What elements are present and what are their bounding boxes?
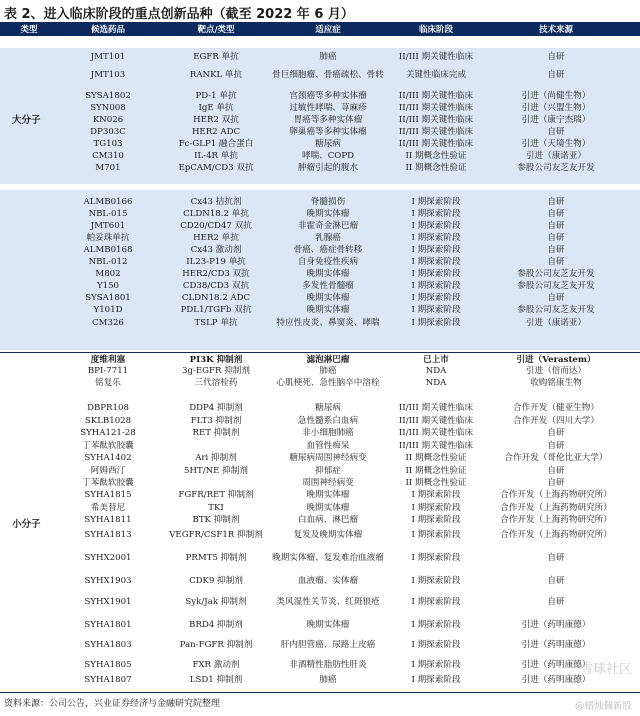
cell-source: 合作开发（哥伦比亚大学） — [504, 453, 608, 463]
cell-target: EGFR 单抗 — [193, 52, 239, 62]
cell-target: PI3K 抑制剂 — [189, 355, 243, 365]
cell-indication: 晚期实体瘤 — [306, 490, 350, 500]
cell-source: 引进（药明康德） — [521, 675, 591, 685]
cell-phase: I 期探索阶段 — [411, 197, 461, 207]
cell-drug: SYHA1801 — [84, 620, 132, 630]
cell-target: CD38/CD3 双抗 — [182, 281, 250, 291]
cell-indication: 晚期实体瘤 — [306, 269, 350, 279]
cell-drug: NBL-012 — [88, 257, 128, 267]
cell-indication: 骨巨细胞瘤、骨癌疏松、骨转 — [272, 70, 384, 80]
cell-target: TSLP 单抗 — [194, 318, 238, 328]
cell-phase: I 期探索阶段 — [411, 221, 461, 231]
cell-target: FLT3 抑制剂 — [190, 416, 242, 426]
cell-indication: 血管性痴呆 — [306, 441, 350, 451]
cell-source: 自研 — [547, 233, 565, 243]
cell-drug: 丁苯酞软胶囊 — [82, 478, 134, 488]
cell-phase: II 期概念性验证 — [405, 453, 467, 463]
table-header — [0, 22, 640, 36]
cell-drug: SKLB1028 — [84, 416, 132, 426]
cell-target: IgE 单抗 — [198, 103, 234, 113]
cell-target: CD20/CD47 双抗 — [180, 221, 252, 231]
cell-drug: SYHA1803 — [84, 640, 132, 650]
cell-target: HER2 单抗 — [193, 233, 239, 243]
cell-drug: SYHA1815 — [84, 490, 132, 500]
category-small-molecule: 小分子 — [12, 519, 41, 530]
cell-drug: DBPR108 — [87, 403, 129, 413]
cell-phase: II/III 期关键性临床 — [398, 139, 474, 149]
header-drug: 候选药品 — [90, 25, 125, 35]
cell-source: 参股公司友芝友开发 — [517, 269, 595, 279]
cell-drug: SYHA1813 — [84, 530, 132, 540]
cell-phase: I 期探索阶段 — [411, 209, 461, 219]
watermark-handle: @蜡烛佩新股 — [574, 701, 632, 712]
cell-indication: 宫颈癌等多种实体瘤 — [289, 91, 367, 101]
cell-phase: I 期探索阶段 — [411, 257, 461, 267]
cell-phase: I 期探索阶段 — [411, 597, 461, 607]
cell-target: Cx43 激动剂 — [190, 245, 242, 255]
cell-target: PD-1 单抗 — [195, 91, 237, 101]
cell-indication: 肺癌 — [319, 675, 337, 685]
cell-indication: 糖尿病 — [315, 139, 341, 149]
cell-target: Cx43 拮抗剂 — [190, 197, 242, 207]
cell-drug: Y150 — [96, 281, 120, 291]
cell-target: PDL1/TGFb 双抗 — [180, 305, 252, 315]
cell-source: 引进（Verastem） — [516, 355, 596, 365]
cell-phase: I 期探索阶段 — [411, 281, 461, 291]
cell-target: EpCAM/CD3 双抗 — [178, 163, 254, 173]
cell-phase: I 期探索阶段 — [411, 318, 461, 328]
cell-source: 引进（康诺亚） — [525, 318, 587, 328]
cell-phase: II/III 期关键性临床 — [398, 441, 474, 451]
cell-drug: 度维利塞 — [90, 355, 126, 365]
cell-target: IL23-P19 单抗 — [186, 257, 246, 267]
cell-target: HER2/CD3 双抗 — [182, 269, 250, 279]
cell-phase: I 期探索阶段 — [411, 576, 461, 586]
cell-indication: 糖尿病周围神经病变 — [289, 453, 367, 463]
header-phase: 临床阶段 — [418, 25, 453, 35]
cell-indication: 晚期实体瘤 — [306, 305, 350, 315]
cell-drug: M802 — [95, 269, 121, 279]
cell-phase: II/III 期关键性临床 — [398, 115, 474, 125]
cell-source: 合作开发（上海药物研究所） — [500, 530, 612, 540]
cell-phase: II/III 期关键性临床 — [398, 416, 474, 426]
cell-drug: 铭复乐 — [95, 378, 121, 388]
cell-phase: II/III 期关键性临床 — [398, 428, 474, 438]
cell-drug: Y101D — [93, 305, 123, 315]
header-target: 靶点/类型 — [197, 25, 235, 35]
cell-source: 合作开发（四川大学） — [513, 416, 599, 426]
cell-indication: 过敏性哮喘、荨麻疹 — [289, 103, 367, 113]
cell-source: 自研 — [547, 52, 565, 62]
cell-drug: BPI-7711 — [87, 366, 129, 376]
cell-indication: 肿瘤引起的腹水 — [297, 163, 359, 173]
cell-indication: 白血病、淋巴瘤 — [297, 515, 359, 525]
cell-phase: NDA — [425, 378, 447, 388]
cell-phase: II/III 期关键性临床 — [398, 127, 474, 137]
table-bottom-rule — [0, 692, 640, 693]
cell-drug: SYHA1805 — [84, 660, 132, 670]
cell-target: HER2 ADC — [191, 127, 241, 137]
cell-source: 引进（天境生物） — [521, 139, 591, 149]
cell-target: IL-4R 单抗 — [194, 151, 238, 161]
cell-drug: ALMB0166 — [83, 197, 133, 207]
cell-indication: 乳腺癌 — [315, 233, 341, 243]
cell-phase: I 期探索阶段 — [411, 660, 461, 670]
cell-indication: 晚期实体瘤 — [306, 620, 350, 630]
cell-target: 5HT/NE 抑制剂 — [184, 466, 248, 476]
cell-source: 自研 — [547, 221, 565, 231]
cell-phase: I 期探索阶段 — [411, 553, 461, 563]
cell-source: 自研 — [547, 70, 565, 80]
cell-source: 自研 — [547, 245, 565, 255]
cell-drug: DP303C — [90, 127, 126, 137]
cell-drug: SYHA121-28 — [80, 428, 136, 438]
cell-indication: 抑郁症 — [315, 466, 341, 476]
cell-indication: 晚期实体瘤 — [306, 503, 350, 513]
cell-drug: TG103 — [93, 139, 123, 149]
cell-indication: 复发及晚期实体瘤 — [293, 530, 363, 540]
cell-source: 引进（药明康德） — [521, 620, 591, 630]
cell-drug: SYHX1903 — [84, 576, 132, 586]
cell-indication: 非酒精性脂肪性肝炎 — [289, 660, 367, 670]
cell-source: 自研 — [547, 466, 565, 476]
cell-drug: KN026 — [92, 115, 124, 125]
cell-target: PRMT5 抑制剂 — [185, 553, 247, 563]
cell-indication: 非小细胞肺癌 — [302, 428, 354, 438]
cell-target: VEGFR/CSF1R 抑制剂 — [169, 530, 263, 540]
cell-phase: I 期探索阶段 — [411, 305, 461, 315]
cell-drug: JMT103 — [90, 70, 126, 80]
section-divider — [0, 352, 640, 353]
cell-indication: 晚期实体瘤、复发难治血液瘤 — [272, 553, 384, 563]
watermark-logo-text: 雪球社区 — [579, 662, 632, 677]
cell-source: 合作开发（上海药物研究所） — [500, 515, 612, 525]
cell-drug: NBL-015 — [88, 209, 128, 219]
cell-drug: 帕妥珠单抗 — [86, 233, 130, 243]
cell-phase: I 期探索阶段 — [411, 530, 461, 540]
cell-target: Fc-GLP1 融合蛋白 — [178, 139, 254, 149]
header-source: 技术来源 — [538, 25, 573, 35]
cell-source: 引进（药明康德） — [521, 660, 591, 670]
header-category: 类型 — [20, 25, 38, 35]
cell-source: 引进（尚健生物） — [521, 91, 591, 101]
cell-source: 收购铭康生物 — [530, 378, 582, 388]
cell-drug: SYSA1802 — [85, 91, 131, 101]
cell-phase: I 期探索阶段 — [411, 620, 461, 630]
cell-indication: 特应性皮炎、鼻窦炎、哮喘 — [276, 318, 380, 328]
cell-target: 三代溶栓药 — [194, 378, 238, 388]
cell-source: 自研 — [547, 478, 565, 488]
cell-source: 引进（倍而达） — [525, 366, 587, 376]
cell-target: RANKL 单抗 — [189, 70, 243, 80]
cell-target: BTK 抑制剂 — [192, 515, 240, 525]
source-note: 资料来源：公司公告，兴业证券经济与金融研究院整理 — [4, 699, 221, 709]
cell-target: DDP4 抑制剂 — [189, 403, 243, 413]
cell-phase: 已上市 — [423, 355, 449, 365]
cell-phase: I 期探索阶段 — [411, 245, 461, 255]
cell-phase: I 期探索阶段 — [411, 233, 461, 243]
table-title: 表 2、进入临床阶段的重点创新品种（截至 2022 年 6 月） — [4, 7, 354, 22]
cell-drug: SYHA1811 — [84, 515, 132, 525]
cell-target: CDK9 抑制剂 — [189, 576, 243, 586]
cell-indication: 卵巢癌等多种实体瘤 — [289, 127, 367, 137]
cell-target: FGFR/RET 抑制剂 — [178, 490, 254, 500]
cell-drug: 阿姆西汀 — [90, 466, 126, 476]
cell-indication: 糖尿病 — [315, 403, 341, 413]
cell-phase: II/III 期关键性临床 — [398, 91, 474, 101]
cell-source: 合作开发（上海药物研究所） — [500, 490, 612, 500]
cell-indication: 血液瘤、实体瘤 — [297, 576, 359, 586]
cell-indication: 心肌梗死、急性脑卒中溶栓 — [276, 378, 380, 388]
cell-drug: SYHX2001 — [84, 553, 132, 563]
cell-source: 自研 — [547, 127, 565, 137]
cell-drug: 丁苯酞软胶囊 — [82, 441, 134, 451]
cell-target: HER2 双抗 — [193, 115, 239, 125]
cell-indication: 滤泡淋巴瘤 — [306, 355, 350, 365]
cell-source: 自研 — [547, 293, 565, 303]
cell-phase: II 期概念性验证 — [405, 151, 467, 161]
cell-indication: 胃癌等多种实体瘤 — [293, 115, 363, 125]
cell-drug: SYHA1402 — [84, 453, 132, 463]
cell-indication: 晚期实体瘤 — [306, 209, 350, 219]
cell-target: Syk/Jak 抑制剂 — [185, 597, 247, 607]
cell-source: 自研 — [547, 441, 565, 451]
cell-drug: JMT601 — [90, 221, 126, 231]
cell-indication: 肺癌 — [319, 52, 337, 62]
cell-drug: 希美替尼 — [90, 503, 126, 513]
cell-indication: 类风湿性关节炎、红斑狼疮 — [276, 597, 380, 607]
cell-source: 参股公司友芝友开发 — [517, 281, 595, 291]
cell-source: 引进（康诺亚） — [525, 151, 587, 161]
category-large-molecule: 大分子 — [12, 115, 41, 126]
cell-phase: I 期探索阶段 — [411, 503, 461, 513]
cell-phase: II/III 期关键性临床 — [398, 52, 474, 62]
cell-indication: 急性髓系白血病 — [297, 416, 359, 426]
cell-source: 引进（药明康德） — [521, 640, 591, 650]
cell-drug: CM326 — [92, 318, 124, 328]
cell-phase: I 期探索阶段 — [411, 293, 461, 303]
cell-target: CLDN18.2 ADC — [181, 293, 251, 303]
cell-source: 引进（兴盟生物） — [521, 103, 591, 113]
cell-target: Ari 抑制剂 — [195, 453, 237, 463]
cell-phase: II 期概念性验证 — [405, 478, 467, 488]
cell-source: 自研 — [547, 428, 565, 438]
cell-indication: 晚期实体瘤 — [306, 293, 350, 303]
cell-indication: 肺癌 — [319, 366, 337, 376]
cell-indication: 多发性骨髓瘤 — [302, 281, 354, 291]
cell-phase: I 期探索阶段 — [411, 490, 461, 500]
cell-phase: I 期探索阶段 — [411, 640, 461, 650]
cell-target: CLDN18.2 单抗 — [183, 209, 249, 219]
cell-phase: II/III 期关键性临床 — [398, 103, 474, 113]
cell-indication: 非霍奇金淋巴瘤 — [297, 221, 359, 231]
cell-target: LSD1 抑制剂 — [189, 675, 243, 685]
cell-source: 参股公司友芝友开发 — [517, 163, 595, 173]
cell-source: 合作开发（上海药物研究所） — [500, 503, 612, 513]
cell-target: TKI — [208, 503, 224, 513]
cell-source: 自研 — [547, 576, 565, 586]
cell-target: BRD4 抑制剂 — [189, 620, 243, 630]
cell-drug: M701 — [95, 163, 121, 173]
cell-phase: I 期探索阶段 — [411, 515, 461, 525]
cell-phase: I 期探索阶段 — [411, 269, 461, 279]
cell-source: 自研 — [547, 257, 565, 267]
cell-drug: SYHX1901 — [84, 597, 132, 607]
cell-target: RET 抑制剂 — [192, 428, 240, 438]
cell-phase: NDA — [425, 366, 447, 376]
cell-phase: I 期探索阶段 — [411, 675, 461, 685]
cell-phase: 关键性临床完成 — [405, 70, 467, 80]
cell-target: Pan-FGFR 抑制剂 — [179, 640, 253, 650]
cell-indication: 周围神经病变 — [302, 478, 354, 488]
cell-source: 自研 — [547, 209, 565, 219]
cell-indication: 骨癌、癌症骨转移 — [293, 245, 363, 255]
cell-source: 合作开发（健亚生物） — [513, 403, 599, 413]
cell-drug: ALMB0168 — [83, 245, 133, 255]
cell-source: 自研 — [547, 597, 565, 607]
cell-indication: 自身免疫性疾病 — [297, 257, 359, 267]
cell-drug: CM310 — [92, 151, 124, 161]
header-indication: 适应症 — [315, 25, 341, 35]
cell-source: 参股公司友芝友开发 — [517, 305, 595, 315]
cell-source: 自研 — [547, 553, 565, 563]
cell-drug: SYN008 — [90, 103, 126, 113]
cell-source: 自研 — [547, 197, 565, 207]
cell-indication: 脊髓损伤 — [310, 197, 346, 207]
cell-phase: II 期概念性验证 — [405, 163, 467, 173]
cell-phase: II/III 期关键性临床 — [398, 403, 474, 413]
cell-source: 引进（康宁杰瑞） — [521, 115, 591, 125]
cell-drug: SYHA1807 — [84, 675, 132, 685]
cell-target: FXR 激动剂 — [192, 660, 240, 670]
cell-indication: 哮喘、COPD — [301, 151, 355, 161]
cell-indication: 肝内胆管癌、尿路上皮癌 — [280, 640, 376, 650]
cell-target: 3g-EGFR 抑制剂 — [182, 366, 250, 376]
cell-phase: II 期概念性验证 — [405, 466, 467, 476]
cell-drug: JMT101 — [90, 52, 126, 62]
cell-drug: SYSA1801 — [85, 293, 131, 303]
